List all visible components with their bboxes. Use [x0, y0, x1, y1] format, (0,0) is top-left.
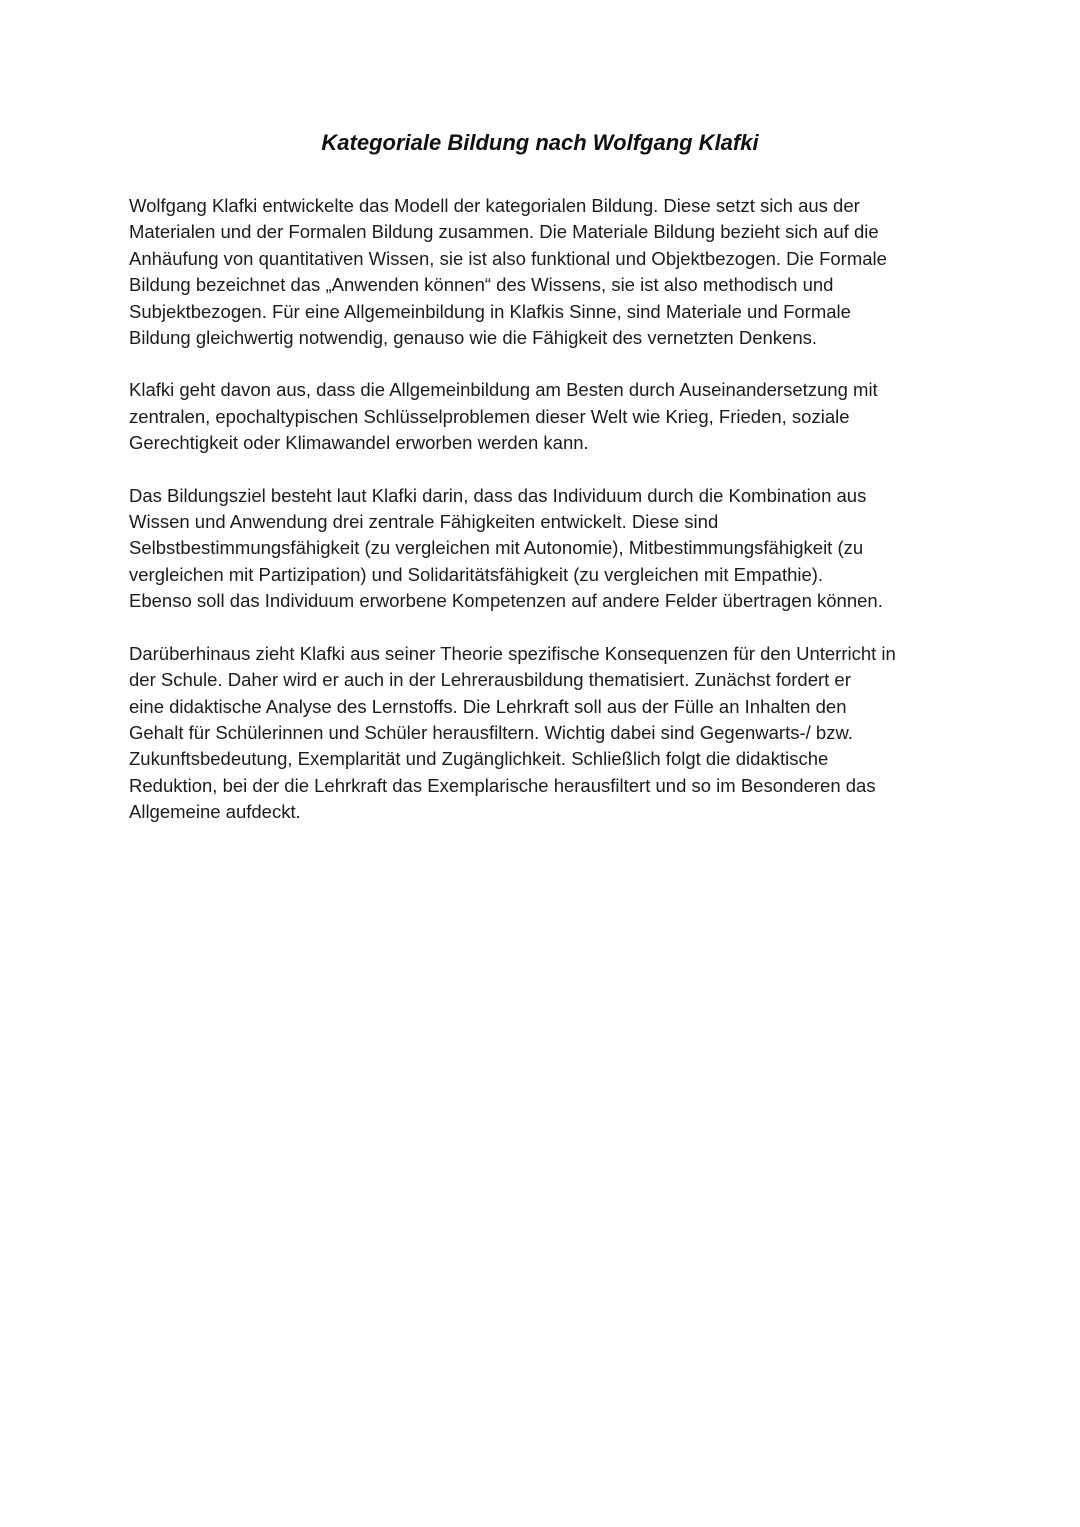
text-line: Ebenso soll das Individuum erworbene Kompetenzen auf andere Felder übertragen können. — [129, 590, 883, 612]
text-line: Allgemeine aufdeckt. — [129, 801, 301, 823]
text-line: Gehalt für Schülerinnen und Schüler herausfiltern. Wichtig dabei sind Gegenwarts-/ bzw. — [129, 721, 853, 743]
text-line: Reduktion, bei der die Lehrkraft das Exemplarische herausfiltert und so im Besonderen das — [129, 774, 876, 796]
text-line: Bildung bezeichnet das „Anwenden können“ des Wissens, sie ist also methodisch und — [129, 274, 834, 296]
text-line: Selbstbestimmungsfähigkeit (zu vergleichen mit Autonomie), Mitbestimmungsfähigkeit (zu — [129, 537, 864, 559]
text-line: Materialen und der Formalen Bildung zusammen. Die Materiale Bildung bezieht sich auf die — [129, 221, 879, 243]
text-line: Klafki geht davon aus, dass die Allgemeinbildung am Besten durch Auseinandersetzung mit — [129, 379, 878, 401]
text-line: Anhäufung von quantitativen Wissen, sie ist also funktional und Objektbezogen. Die Formale — [129, 247, 887, 269]
text-line: Zukunftsbedeutung, Exemplarität und Zugänglichkeit. Schließlich folgt die didaktische — [129, 748, 829, 770]
document-body — [129, 193, 959, 852]
text-line: Darüberhinaus zieht Klafki aus seiner Theorie spezifische Konsequenzen für den Unterricht in — [129, 642, 896, 664]
paragraph-2 — [129, 377, 959, 456]
text-line: Wolfgang Klafki entwickelte das Modell der kategorialen Bildung. Diese setzt sich aus der — [129, 195, 860, 216]
document-title: Kategoriale Bildung nach Wolfgang Klafki — [321, 130, 759, 155]
text-line: Wissen und Anwendung drei zentrale Fähigkeiten entwickelt. Diese sind — [129, 511, 719, 533]
text-line: Subjektbezogen. Für eine Allgemeinbildung in Klafkis Sinne, sind Materiale und Formale — [129, 300, 851, 322]
paragraph-3 — [129, 483, 959, 615]
text-line: eine didaktische Analyse des Lernstoffs. Die Lehrkraft soll aus der Fülle an Inhalten den — [129, 695, 847, 717]
paragraph-4 — [129, 641, 959, 826]
text-line: vergleichen mit Partizipation) und Solidaritätsfähigkeit (zu vergleichen mit Empathie). — [129, 563, 824, 585]
paragraph-1 — [129, 193, 959, 351]
text-line: Bildung gleichwertig notwendig, genauso wie die Fähigkeit des vernetzten Denkens. — [129, 327, 818, 349]
text-line: der Schule. Daher wird er auch in der Lehrerausbildung thematisiert. Zunächst fordert er — [129, 669, 851, 691]
text-line: Das Bildungsziel besteht laut Klafki darin, dass das Individuum durch die Kombination aus — [129, 484, 867, 506]
text-line: zentralen, epochaltypischen Schlüsselproblemen dieser Welt wie Krieg, Frieden, soziale — [129, 405, 850, 427]
text-line: Gerechtigkeit oder Klimawandel erworben werden kann. — [129, 432, 589, 454]
